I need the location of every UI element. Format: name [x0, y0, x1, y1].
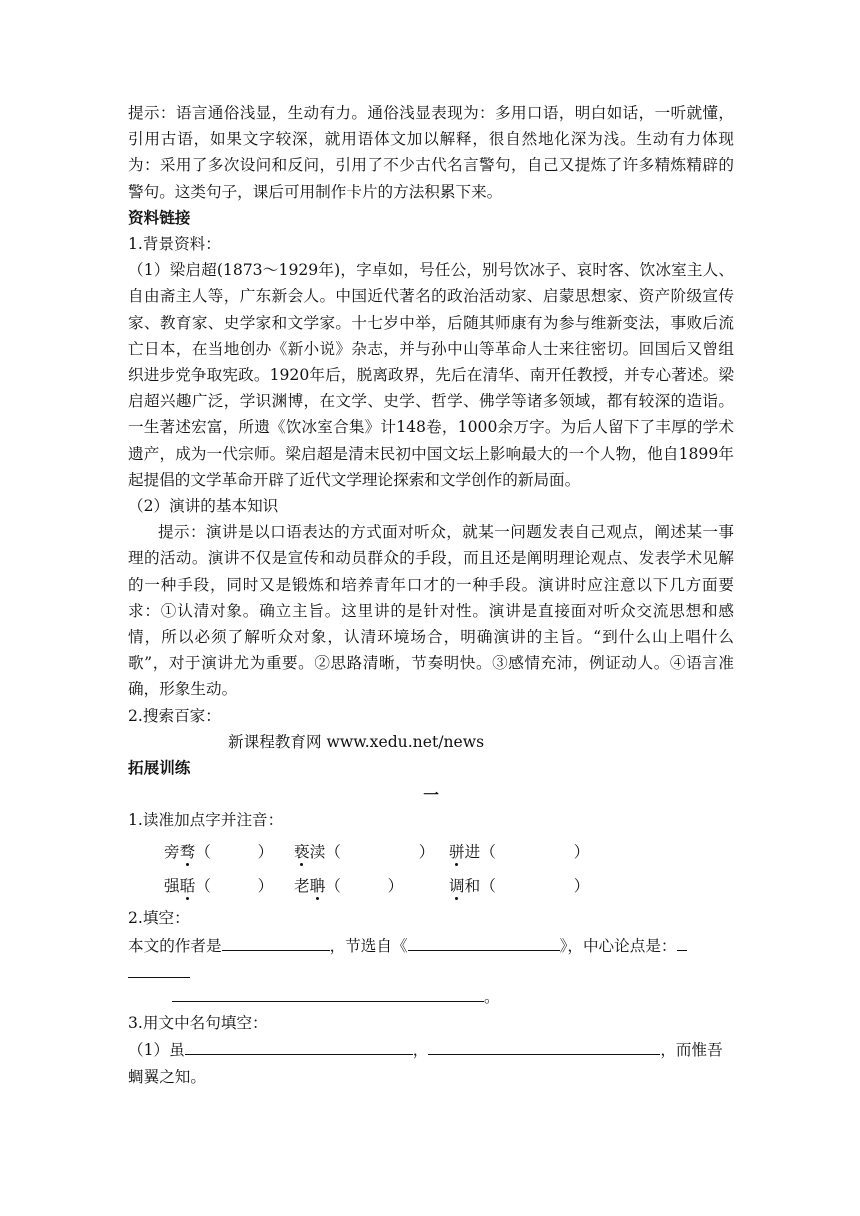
source-blank[interactable]	[408, 932, 560, 951]
quote-blank-2[interactable]	[428, 1036, 660, 1055]
q2-title: 2.填空：	[128, 909, 190, 928]
q3-continuation: 蜩翼之知。	[128, 1067, 206, 1086]
q2-thesis-line: 。	[128, 983, 734, 1010]
q1-row-2	[128, 871, 734, 901]
speech-paragraph: 提示：演讲是以口语表达的方式面对听众，就某一问题发表自己观点，阐述某一事理的活动。演讲不仅是宣传和动员群众的手段，而且还是阐明理论观点、发表学术见解的一种手段，同时又是锻炼和培养青年口才的一种手段。演讲时应注意以下几方面要求：①认清对象。确立主旨。这里讲的是针对性。演讲是直接面对听众交流思想和感情，所以必须了解听众对象，认清环境场合，明确演讲的主旨。“到什么山上唱什么歌”，对于演讲尤为重要。②思路清晰，节奏明快。③感情充沛，例证动人。④语言准确，形象生动。	[128, 523, 734, 699]
hint-paragraph: 提示：语言通俗浅显，生动有力。通俗浅显表现为：多用口语，明白如话，一听就懂，引用古语，如果文字较深，就用语体文加以解释，很自然地化深为浅。生动有力体现为：采用了多次设问和反问，引用了不少古代名言警句，自己又提炼了许多精炼精辟的警句。这类句子，课后可用制作卡片的方法积累下来。	[128, 104, 734, 201]
background-paragraph: （1）梁启超(1873～1929年)，字卓如，号任公，别号饮冰子、哀时客、饮冰室主人、自由斋主人等，广东新会人。中国近代著名的政治活动家、启蒙思想家、资产阶级宣传家、教育家、史学家和文学家。十七岁中举，后随其师康有为参与维新变法，事败后流亡日本，在当地创办《新小说》杂志，并与孙中山等革命人士来往密切。回国后又曾组织进步党争取宪政。1920年后，脱离政界，先后在清华、南开任教授，并专心著述。梁启超兴趣广泛，学识渊博，在文学、史学、哲学、佛学等诸多领域，都有较深的造诣。一生著述宏富，所遗《饮冰室合集》计148卷，1000余万字。为后人留下了丰厚的学术遗产，成为一代宗师。梁启超是清末民初中国文坛上影响最大的一个人物，他自1899年起提倡的文学革命开辟了近代文学理论探索和文学创作的新局面。	[128, 261, 734, 489]
thesis-blank[interactable]	[172, 983, 484, 1002]
search-title: 2.搜索百家：	[128, 706, 221, 725]
q3-title: 3.用文中名句填空：	[128, 1014, 268, 1033]
section-heading-resources: 资料链接	[128, 207, 191, 227]
q1-row-1	[128, 837, 734, 867]
q1-item: 旁骛（ ）	[164, 843, 274, 862]
q1-item: 调和（ ）	[449, 877, 590, 896]
q1-item: 骈进（ ）	[449, 843, 590, 862]
author-blank[interactable]	[222, 932, 330, 951]
q2-line: 本文的作者是 ，节选自《 》，中心论点是：	[128, 932, 734, 959]
thesis-blank-wrap[interactable]	[128, 959, 190, 978]
part-marker: 一	[423, 785, 439, 805]
q1-item: 老聃（ ）	[294, 877, 404, 896]
thesis-blank-start[interactable]	[677, 932, 687, 951]
quote-blank-1[interactable]	[185, 1036, 413, 1055]
q3-line: （1）虽 ， ，而惟吾	[128, 1036, 734, 1063]
document-page	[128, 100, 734, 1090]
q1-title: 1.读准加点字并注音：	[128, 811, 284, 830]
search-site: 新课程教育网 www.xedu.net/news	[228, 732, 485, 751]
speech-title: （2）演讲的基本知识	[128, 497, 279, 516]
q1-item: 强聒（ ）	[164, 877, 274, 896]
section-heading-training: 拓展训练	[128, 758, 191, 778]
q1-item: 亵渎（ ）	[294, 843, 435, 862]
background-title: 1.背景资料：	[128, 235, 221, 254]
q2-wrap-line	[128, 959, 734, 983]
